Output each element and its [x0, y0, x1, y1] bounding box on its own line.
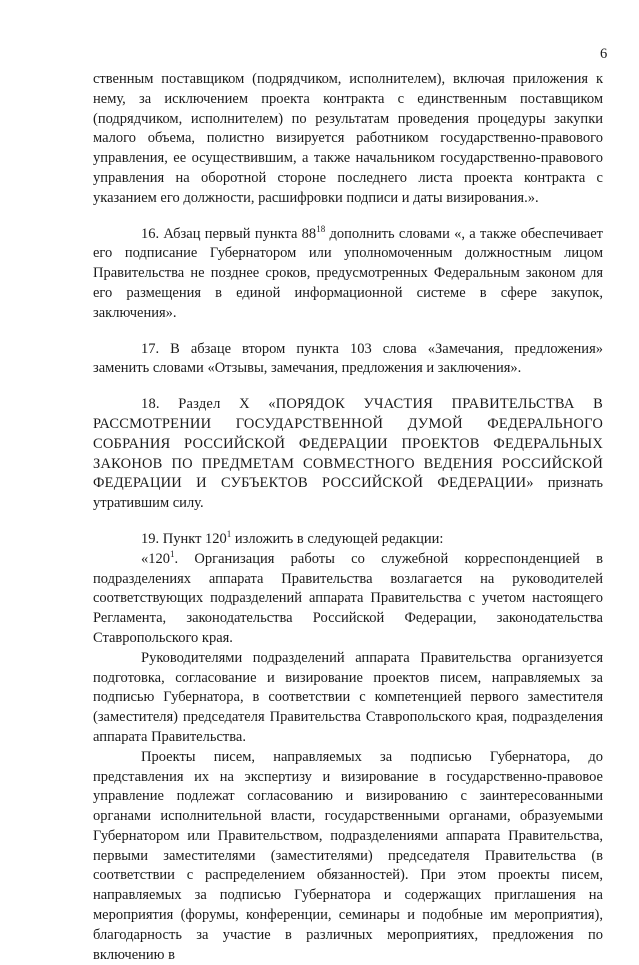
paragraph-16-text-b: дополнить словами «, а также обеспечивает его подписание Губернатором или уполномоченным должностным лицом Правительства не позднее сроков, предусмотренных Федеральным законом для его размещения в единой информационной системе в сфере закупок, заключения».: [93, 225, 603, 321]
document-body: [93, 70, 603, 965]
paragraph-19-text-b: изложить в следующей редакции:: [231, 530, 444, 547]
paragraph-16-text-a: 16. Абзац первый пункта 88: [141, 225, 317, 242]
paragraph-drafts: Проекты писем, направляемых за подписью Губернатора, до представления их на экспертизу и визирование в государственно-правовое управление подлежат согласованию и визированию с заинтересованными органами исполнительной власти, государственными органами, образуемыми Губернатором или Правительством, подразделениями аппарата Правительства, первыми заместителями (заместителями) председателя Правительства (в соответствии с распределением обязанностей). При этом проекты писем, направляемых за подписью Губернатора и содержащих приглашения на мероприятия (форумы, конференции, семинары и подобные им мероприятия), благодарность за участие в различных мероприятиях, предложения по включению в: [93, 748, 603, 963]
paragraph-heads: Руководителями подразделений аппарата Правительства организуется подготовка, согласование и визирование проектов писем, направляемых за подписью Губернатора, в соответствии с компетенцией первого заместителя (заместителя) председателя Правительства Ставропольского края, подразделения аппарата Правительства.: [93, 649, 603, 745]
paragraph-120-1-text-b: . Организация работы со служебной корреспонденцией в подразделениях аппарата Правительства возлагается на руководителей соответствующих подразделений аппарата Правительства с учетом настоящего Регламента, законодательства Российской Федерации, законодательства Ставропольского края.: [93, 550, 603, 646]
paragraph-16-superscript: 18: [316, 223, 326, 234]
page-number: 6: [600, 46, 608, 62]
paragraph-18-text-b: признать утратившим силу.: [93, 475, 603, 512]
paragraph-120-1: [93, 550, 603, 649]
paragraph-17: 17. В абзаце втором пункта 103 слова «Замечания, предложения» заменить словами «Отзывы, замечания, предложения и заключения».: [93, 340, 603, 377]
paragraph-120-1-text-a: «120: [141, 550, 170, 567]
paragraph-120-1-superscript: 1: [170, 548, 175, 559]
paragraph-19-superscript: 1: [226, 528, 232, 539]
paragraph-19: [93, 530, 603, 550]
paragraph-18: [93, 395, 603, 514]
paragraph-continuation: ственным поставщиком (подрядчиком, исполнителем), включая приложения к нему, за исключением проекта контракта с единственным поставщиком (подрядчиком, исполнителем) по результатам проведения процедуры закупки малого объема, полистно визируется работником государственно-правового управления, ее осуществившим, а также начальником государственно-правового управления на оборотной стороне последнего листа проекта контракта с указанием его должности, расшифровки подписи и даты визирования.».: [93, 71, 603, 206]
paragraph-16: [93, 225, 603, 324]
paragraph-19-text-a: 19. Пункт 120: [141, 530, 227, 547]
paragraph-18-text-a: 18. Раздел X «ПОРЯДОК УЧАСТИЯ ПРАВИТЕЛЬСТВА В РАССМОТРЕНИИ ГОСУДАРСТВЕННОЙ ДУМОЙ ФЕДЕРАЛЬНОГО СОБРАНИЯ РОССИЙСКОЙ ФЕДЕРАЦИИ ПРОЕКТОВ ФЕДЕРАЛЬНЫХ ЗАКОНОВ ПО ПРЕДМЕТАМ СОВМЕСТНОГО ВЕДЕНИЯ РОССИЙСКОЙ ФЕДЕРАЦИИ И СУБЪЕКТОВ РОССИЙСКОЙ ФЕДЕРАЦИИ»: [93, 396, 603, 492]
